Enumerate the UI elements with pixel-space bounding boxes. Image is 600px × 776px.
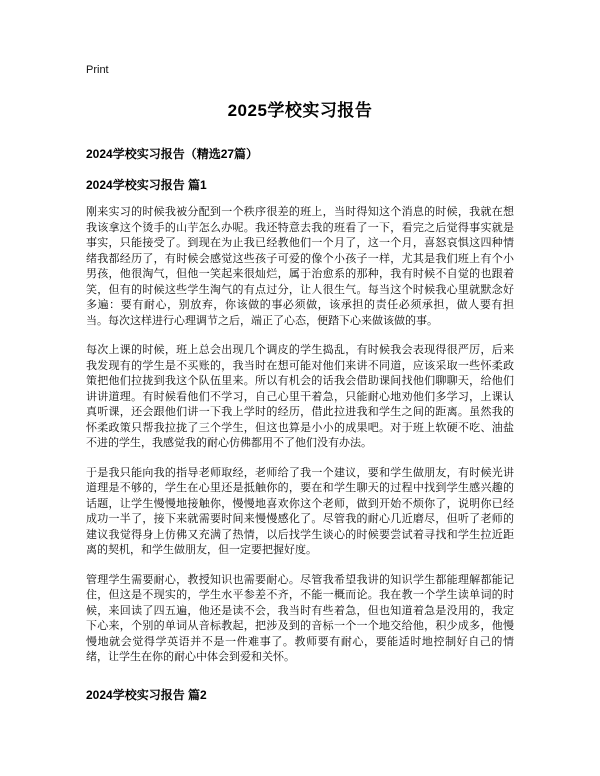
section-1-paragraph-3: 于是我只能向我的指导老师取经，老师给了我一个建议，要和学生做朋友，有时候光讲道理是不够的，学生在心里还是抵触你的，要在和学生聊天的过程中找到学生感兴趣的话题，让学生慢慢地接触你，慢慢地喜欢你这个老师，做到开始不烦你了，说明你已经成功一半了，接下来就需要时间来慢慢感化了。尽管我的耐心几近磨尽，但听了老师的建议我觉得身上仿佛又充满了热情，以后找学生谈心的时候要尝试着寻找和学生拉近距离的契机，和学生做朋友，但一定要把握好度。 [86, 466, 514, 556]
section-1-paragraph-2: 每次上课的时候，班上总会出现几个调皮的学生捣乱，有时候我会表现得很严厉，后来我发现有的学生是不买账的，我当时在想可能对他们来讲不同道，应该采取一些怀柔政策把他们拉拢到我这个队伍里来。所以有机会的话我会借助课间找他们聊聊天，给他们讲讲道理。有时候看他们不学习，自己心里干着急，只能耐心地劝他们多学习，上课认真听课，还会跟他们讲一下我上学时的经历，借此拉进我和学生之间的距离。虽然我的怀柔政策只帮我拉拢了三个学生，但这也算是小小的成果吧。对于班上软硬不吃、油盐不进的学生，我感觉我的耐心仿佛都用不了他们没有办法。 [86, 344, 514, 449]
section-1-paragraph-4: 管理学生需要耐心，教授知识也需要耐心。尽管我希望我讲的知识学生都能理解都能记住，但这是不现实的，学生水平参差不齐，不能一概而论。我在教一个学生读单词的时候，来回读了四五遍，他还是读不会，我当时有些着急，但也知道着急是没用的，我定下心来，个别的单词从音标教起，把涉及到的音标一个一个地交给他，积少成多，他慢慢地就会觉得学英语并不是一件难事了。教师要有耐心，要能适时地控制好自己的情绪，让学生在你的耐心中体会到爱和关怀。 [86, 573, 514, 663]
print-button[interactable]: Print [86, 64, 109, 76]
collection-subtitle: 2024学校实习报告（精选27篇） [86, 147, 259, 161]
section-2-heading: 2024学校实习报告 篇2 [86, 687, 207, 702]
page-title: 2025学校实习报告 [227, 101, 373, 120]
section-1-paragraph-1: 刚来实习的时候我被分配到一个秩序很差的班上，当时得知这个消息的时候，我就在想我该拿这个烫手的山芋怎么办呢。我还特意去我的班看了一下，看完之后觉得事实就是事实，只能接受了。到现在为止我已经教他们一个月了，这一个月，喜怒哀惧这四种情绪我都经历了，有时候会感觉这些孩子可爱的像个小孩子一样，尤其是我们班上有个小男孩，他很淘气，但他一笑起来很灿烂，属于治愈系的那种，我有时候不自觉的也跟着笑，但有的时候这些学生淘气的有点过分，让人很生气。每当这个时候我心里就默念好多遍：要有耐心，别放弃，你该做的事必须做，该承担的责任必须承担，做人要有担当。每次这样进行心理调节之后，端正了心态，便踏下心来做该做的事。 [86, 206, 514, 327]
section-1-heading: 2024学校实习报告 篇1 [86, 178, 207, 192]
